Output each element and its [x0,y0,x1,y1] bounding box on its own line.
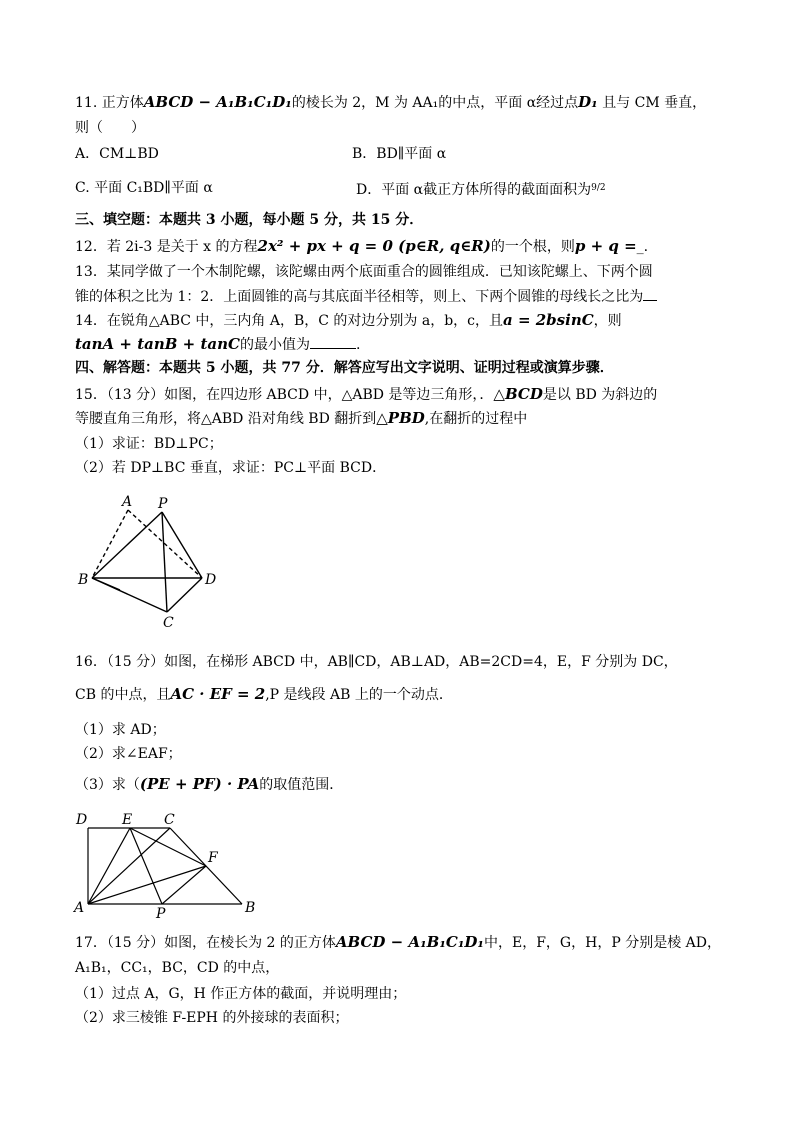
q14-expression: tanA + tanB + tanC [75,335,240,353]
edge-pc [162,512,167,612]
q16-text-b: ,P 是线段 AB 上的一个动点． [265,687,453,703]
q16-line2 [75,684,453,705]
q15-triangle-pbd: △PBD [376,409,425,427]
q16-label-e: E [122,812,133,828]
q16-label-f: F [208,850,218,866]
q11-text-c: 且与 CM 垂直， [597,95,707,111]
q15-tetrahedron-figure [70,490,240,630]
q16-label-b: B [245,900,256,916]
q15-line2 [75,408,527,429]
q11-option-d-fraction: 9/2 [591,183,606,193]
q11-point: D₁ [578,93,598,111]
edge-ab [92,510,128,578]
q17-part1: （1）过点 A，G，H 作正方体的截面，并说明理由； [75,986,407,1002]
q12-line [75,236,648,257]
q13-line1: 13．某同学做了一个木制陀螺，该陀螺由两个底面重合的圆锥组成．已知该陀螺上、下两个圆 [75,264,653,280]
q14-line1 [75,310,622,331]
q15-label-d: D [205,572,217,588]
q13-text: 锥的体积之比为 1：2．上面圆锥的高与其底面半径相等，则上、下两个圆锥的母线长之比为 [75,289,644,305]
q11-option-d-text: D．平面 α截正方体所得的截面面积为 [356,182,592,198]
q11-text-b: 的棱长为 2，M 为 AA₁的中点，平面 α经过点 [291,95,579,111]
q17-line1 [75,932,721,953]
q17-text-b: 中，E，F，G，H，P 分别是棱 AD， [484,935,721,951]
q14-answer-blank[interactable] [310,334,356,349]
edge-pd [162,512,202,578]
q15-label-a: A [122,494,133,510]
q16-label-c: C [164,812,175,828]
q16-part3 [75,774,343,795]
edge-tick [92,578,120,590]
q16-label-d: D [76,812,88,828]
q16-label-p: P [156,906,166,918]
q16-line1: 16．（15 分）如图，在梯形 ABCD 中，AB∥CD，AB⊥AD，AB=2CD=4，E，F 分别为 DC， [75,654,678,670]
segment-ef [130,828,206,866]
q14-line2 [75,334,360,355]
section4-heading: 四、解答题：本题共 5 小题，共 77 分．解答应写出文字说明、证明过程或演算步骤． [75,360,614,376]
q16-text-a: CB 的中点，且 [75,687,171,703]
q14-text-a: 14．在锐角△ABC 中，三内角 A，B，C 的对边分别为 a，b，c，且 [75,313,504,329]
q14-equation: a = 2bsinC [503,311,594,329]
q14-text-d: . [355,337,361,353]
q13-line2 [75,286,657,307]
q12-text-a: 12．若 2i-3 是关于 x 的方程 [75,239,258,255]
q16-trapezoid-figure [70,808,270,918]
q15-label-c: C [163,615,174,630]
q15-part1: （1）求证：BD⊥PC； [75,436,223,452]
q11-option-a: A．CM⊥BD [75,146,159,162]
q12-expression: p + q = [574,237,637,255]
q17-cube: ABCD − A₁B₁C₁D₁ [335,933,484,951]
q15-label-p: P [158,496,168,512]
q15-line1 [75,384,657,405]
q15-text-d: ,在翻折的过程中 [424,411,528,427]
q16-part3-text-b: 的取值范围． [259,777,344,793]
segment-fp [162,866,206,904]
q16-part1: （1）求 AD； [75,722,166,738]
q15-label-b: B [78,572,89,588]
edge-pb [92,512,162,578]
q14-text-c: 的最小值为 [239,337,310,353]
q12-text-c: _. [636,239,649,255]
q11-line1 [75,92,706,113]
q12-text-b: 的一个根，则 [490,239,575,255]
edge-dc [167,578,202,612]
q14-text-b: ，则 [593,313,622,329]
q15-text-c: 等腰直角三角形，将△ABD 沿对角线 BD 翻折到 [75,411,377,427]
q11-line2: 则（ ） [75,120,145,136]
q16-label-a: A [74,900,85,916]
q17-part2: （2）求三棱锥 F-EPH 的外接球的表面积； [75,1010,349,1026]
q11-option-d [356,178,606,200]
q12-equation: 2x² + px + q = 0 (p∈R, q∈R) [257,237,491,255]
q13-answer-blank[interactable] [643,286,657,301]
q11-cube: ABCD − A₁B₁C₁D₁ [143,93,292,111]
q15-part2: （2）若 DP⊥BC 垂直，求证：PC⊥平面 BCD． [75,460,387,476]
q15-triangle-bcd: △BCD [493,385,543,403]
q16-part3-expression: (PE + PF) · PA [139,775,260,793]
q17-line2: A₁B₁，CC₁，BC，CD 的中点， [75,960,280,976]
q16-part2: （2）求∠EAF； [75,746,182,762]
q16-part3-text-a: （3）求（ [75,777,140,793]
q17-text-a: 17．（15 分）如图，在棱长为 2 的正方体 [75,935,336,951]
q11-option-c: C. 平面 C₁BD∥平面 α [75,180,213,196]
section3-heading: 三、填空题：本题共 3 小题，每小题 5 分，共 15 分． [75,212,424,228]
q16-vector-expression: AC · EF = 2 [170,685,266,703]
q11-option-b: B．BD∥平面 α [352,146,447,162]
q15-text-a: 15．（13 分）如图，在四边形 ABCD 中，△ABD 是等边三角形，． [75,387,494,403]
q15-text-b: 是以 BD 为斜边的 [542,387,658,403]
q11-text-a: 11. 正方体 [75,95,144,111]
